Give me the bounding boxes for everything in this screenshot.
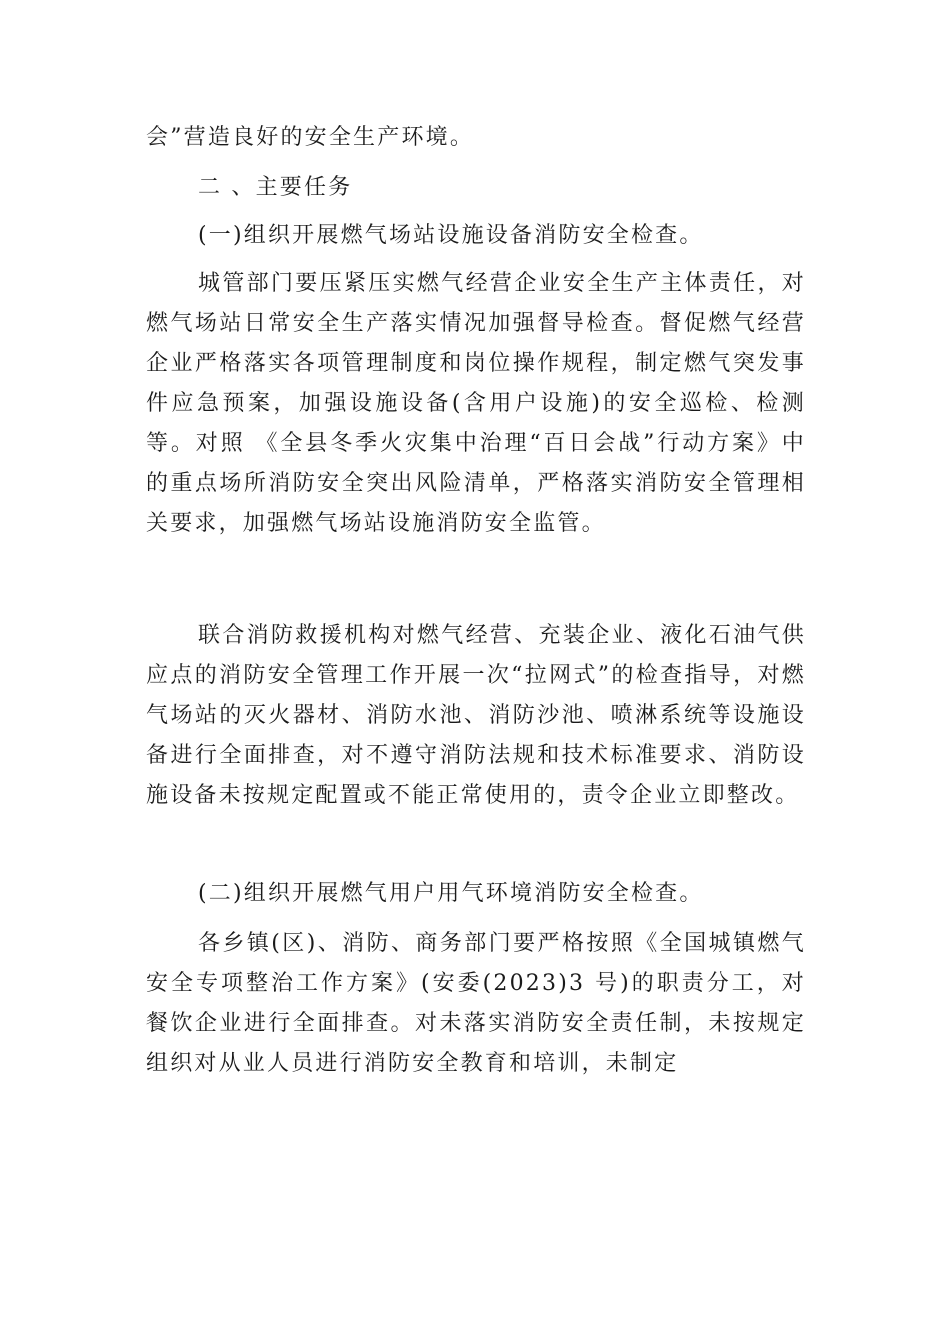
- subsection-heading-1: (一)组织开展燃气场站设施设备消防安全检查。: [198, 223, 704, 248]
- paragraph-continuation: 会”营造良好的安全生产环境。: [146, 125, 475, 150]
- subsection-heading-2: (二)组织开展燃气用户用气环境消防安全检查。: [198, 881, 704, 906]
- paragraph-township-departments: 各乡镇(区)、消防、商务部门要严格按照《全国城镇燃气安全专项整治工作方案》(安委(2023)3 号)的职责分工，对餐饮企业进行全面排查。对未落实消防安全责任制，未按规定组织对从业人员进行消防安全教育和培训，未制定: [146, 931, 806, 1076]
- paragraph-urban-management: 城管部门要压紧压实燃气经营企业安全生产主体责任，对燃气场站日常安全生产落实情况加强督导检查。督促燃气经营企业严格落实各项管理制度和岗位操作规程，制定燃气突发事件应急预案，加强设施设备(含用户设施)的安全巡检、检测等。对照 《全县冬季火灾集中治理“百日会战”行动方案》中的重点场所消防安全突出风险清单，严格落实消防安全管理相关要求，加强燃气场站设施消防安全监管。: [146, 271, 806, 536]
- section-heading-main-tasks: 二 、主要任务: [198, 175, 353, 200]
- paragraph-fire-rescue-inspection: 联合消防救援机构对燃气经营、充装企业、液化石油气供应点的消防安全管理工作开展一次“拉网式”的检查指导，对燃气场站的灭火器材、消防水池、消防沙池、喷淋系统等设施设备进行全面排查，对不遵守消防法规和技术标准要求、消防设施设备未按规定配置或不能正常使用的，责令企业立即整改。: [146, 623, 806, 808]
